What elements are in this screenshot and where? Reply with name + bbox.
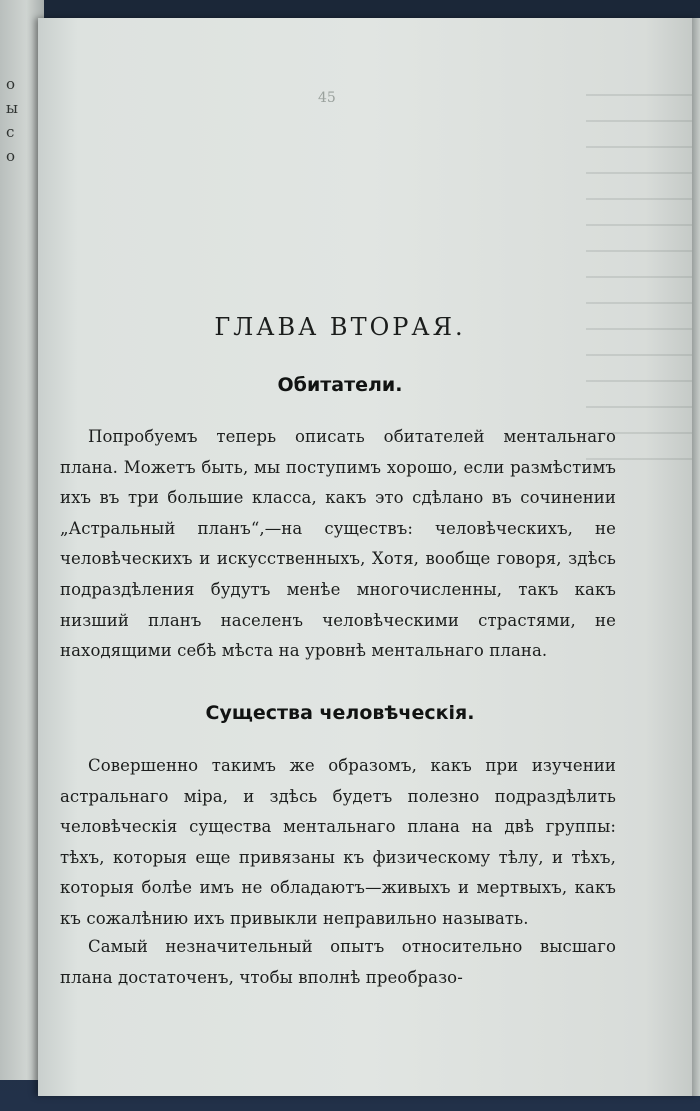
page-number: 45 [318,90,336,106]
paragraph: Попробуемъ теперь описать обитателей ментальнаго плана. Можетъ быть, мы поступимъ хорошо, если размѣстимъ ихъ въ три большие класса, какъ это сдѣлано въ сочинении „Астральный планъ“,—на существъ: человѣческихъ, не человѣческихъ и искусственныхъ, Хотя, вообще говоря, здѣсь подраздѣления будутъ менѣе многочисленны, такъ какъ низший планъ населенъ человѣческими страстями, не находящими себѣ мѣста на уровнѣ ментальнаго плана. [60,427,616,661]
page-edge [692,18,700,1096]
section-title-human-beings: Существа человѣческiя. [205,702,475,724]
section-title-inhabitants: Обитатели. [277,374,403,396]
chapter-title: ГЛАВА ВТОРАЯ. [214,313,466,341]
previous-page-text: о ы с о [6,75,18,165]
paragraph: Самый незначительный опытъ относительно высшаго плана достаточенъ, чтобы вполнѣ преобразо- [60,937,616,987]
bleed-through-text [586,80,696,480]
book-page [38,18,698,1096]
paragraph: Совершенно такимъ же образомъ, какъ при изучении астральнаго мiра, и здѣсь будетъ полезно подраздѣлить человѣческiя существа ментальнаго плана на двѣ группы: тѣхъ, которыя еще привязаны къ физическому тѣлу, и тѣхъ, которыя болѣе имъ не обладаютъ—живыхъ и мертвыхъ, какъ къ сожалѣнию ихъ привыкли неправильно называть. [60,756,616,928]
